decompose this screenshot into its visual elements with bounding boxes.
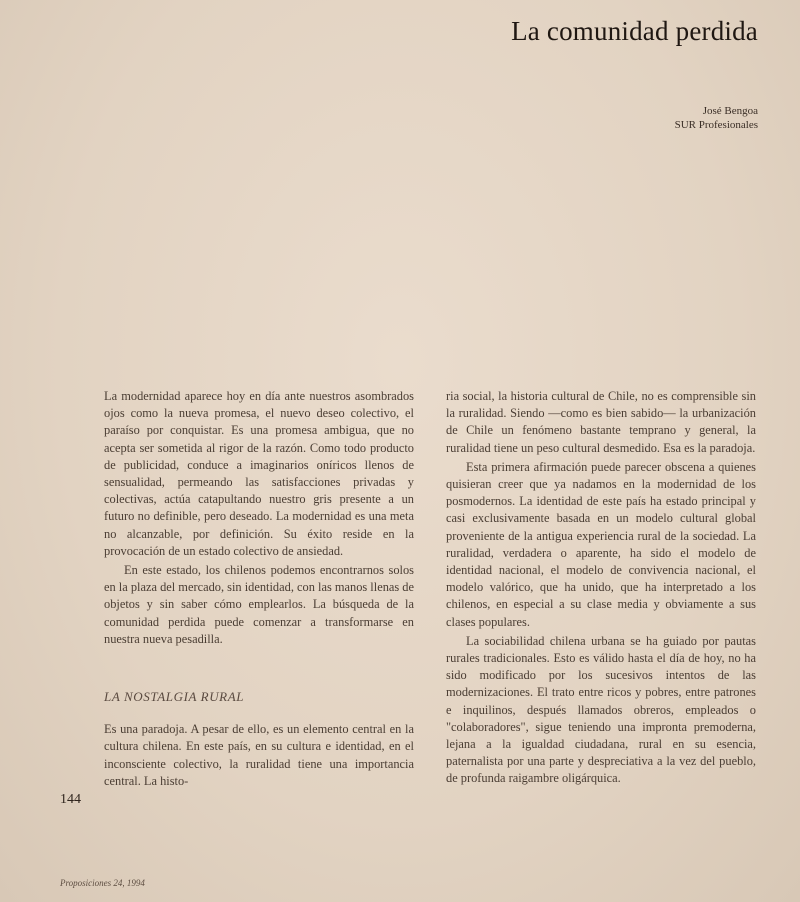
author-affiliation: SUR Profesionales xyxy=(674,119,758,131)
article-title: La comunidad perdida xyxy=(511,16,758,46)
byline xyxy=(675,104,758,132)
paragraph: La sociabilidad chilena urbana se ha guiado por pautas rurales tradicionales. Esto es válido hasta el día de hoy, no ha sido modificado por los sucesivos intentos de las modernizaciones. El trato entre ricos y pobres, entre patrones e inquilinos, después llamados obreros, empleados o "colaboradores", sigue teniendo una impronta premoderna, lejana a la igualdad ciudadana, rural en su esencia, paternalista por una parte y despreciativa a la vez del pueblo, de profunda raigambre oligárquica. xyxy=(446,633,756,786)
section-heading: LA NOSTALGIA RURAL xyxy=(104,689,245,705)
author-name: José Bengoa xyxy=(702,105,758,117)
paragraph: La modernidad aparece hoy en día ante nuestros asombrados ojos como la nueva promesa, el nuevo deseo colectivo, el paraíso por conquistar. Es una promesa ambigua, que no acepta ser sometida al rigor de la razón. Como todo producto de publicidad, conduce a imaginarios oníricos llenos de sensualidad, permeando las satisfacciones privadas y colectivas, actúa catapultando nuestro gris presente a un futuro no definible, pero deseado. La modernidad es una meta no alcanzable, por definición. Su éxito reside en la provocación de un estado colectivo de ansiedad. xyxy=(104,389,414,558)
paragraph: ria social, la historia cultural de Chile, no es comprensible sin la ruralidad. Siendo —como es bien sabido— la urbanización de Chile un fenómeno bastante temprano y general, la ruralidad tiene un peso cultural desmedido. Esa es la paradoja. xyxy=(446,389,756,455)
right-column xyxy=(446,388,756,788)
paragraph: Es una paradoja. A pesar de ello, es un elemento central en la cultura chilena. En este país, en su cultura e identidad, en el inconsciente colectivo, la ruralidad tiene una importancia central. La histo- xyxy=(104,722,414,788)
page-number: 144 xyxy=(60,792,81,807)
left-column xyxy=(104,388,414,790)
paragraph: Esta primera afirmación puede parecer obscena a quienes quisieran creer que ya nadamos en la modernidad de los posmodernos. La identidad de este país ha estado principal y casi exclusivamente basada en un modelo cultural global proveniente de la antigua experiencia rural de la sociedad. La ruralidad, verdadera o aparente, ha sido el modelo de identidad nacional, el modelo de convivencia nacional, el modelo valórico, que ha unido, que ha interpretado a los chilenos, en especial a su clase media y obviamente a sus clases populares. xyxy=(446,459,756,629)
paragraph: En este estado, los chilenos podemos encontrarnos solos en la plaza del mercado, sin identidad, con las manos llenas de objetos y sin saber cómo emplearlos. La búsqueda de la comunidad perdida puede comenzar a transformarse en nuestra nueva pesadilla. xyxy=(104,563,415,646)
footer-citation: Proposiciones 24, 1994 xyxy=(60,878,145,888)
